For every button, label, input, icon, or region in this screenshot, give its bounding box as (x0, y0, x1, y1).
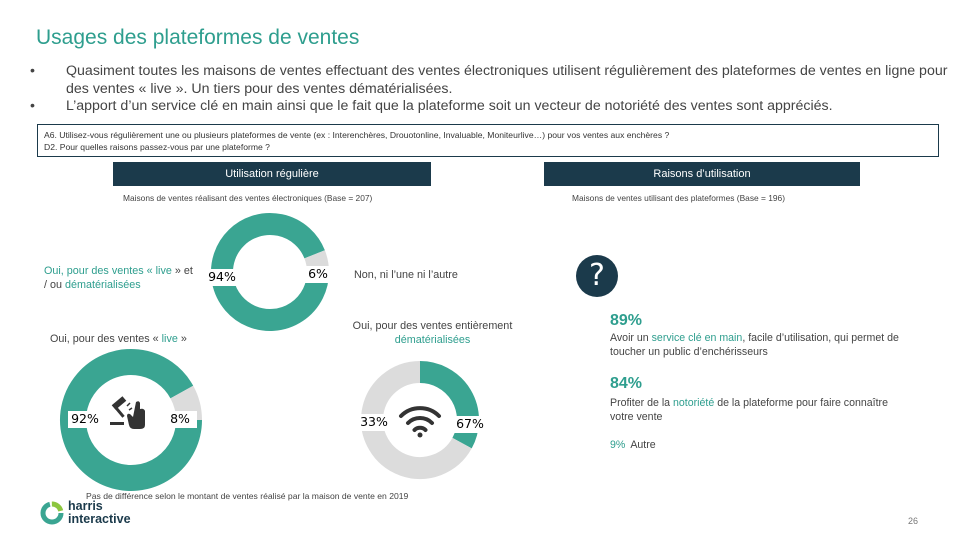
page-number: 26 (908, 516, 919, 526)
label-live: Oui, pour des ventes « live » (50, 333, 187, 345)
question-d2: D2. Pour quelles raisons passez-vous par une plateforme ? (44, 142, 270, 152)
page-title: Usages des plateformes de ventes (36, 26, 360, 49)
bullet-1: • Quasiment toutes les maisons de ventes effectuant des ventes électroniques utilisent régulièrement des plateformes de ventes en ligne pour des ventes « live ». Un tiers pour des ventes dématérialisées. (28, 63, 948, 98)
bullet-2: • L’apport d’un service clé en main ainsi que le fait que la plateforme soit un vecteur de notoriété des ventes sont appréciés. (28, 98, 948, 116)
header-reasons: Raisons d’utilisation (544, 162, 860, 186)
header-usage: Utilisation régulière (113, 162, 431, 186)
reason-3-text: Autre (630, 439, 656, 451)
donut-2-label-0: 33% (360, 414, 388, 429)
base-left: Maisons de ventes réalisant des ventes électroniques (Base = 207) (123, 193, 373, 203)
wifi-icon (401, 408, 439, 437)
donut-2-label-1: 67% (456, 416, 484, 431)
question-a6: A6. Utilisez-vous régulièrement une ou plusieurs plateformes de vente (ex : Interenchères, Drouotonline, Invaluable, Moniteurlive…) pour vos ventes aux enchères ? (44, 130, 670, 140)
label-none: Non, ni l’une ni l’autre (354, 269, 458, 281)
logo-text: harris interactive (68, 499, 131, 526)
label-demat: Oui, pour des ventes entièrement dématérialisées (352, 320, 513, 346)
donut-0-label-1: 6% (308, 266, 328, 281)
reason-3-pct: 9% (610, 439, 626, 451)
gavel-hand-icon (110, 396, 145, 429)
footnote: Pas de différence selon le montant de ventes réalisé par la maison de vente en 2019 (86, 491, 409, 501)
donut-1-label-0: 92% (71, 411, 99, 426)
reason-2-pct: 84% (610, 375, 643, 392)
base-right: Maisons de ventes utilisant des plateformes (Base = 196) (572, 193, 785, 203)
donut-1-label-1: 8% (170, 411, 190, 426)
reason-3 (610, 439, 656, 451)
question-mark-icon: ? (576, 255, 618, 297)
label-live-demat: Oui, pour des ventes « live » et / ou dématérialisées (44, 265, 193, 291)
reason-1-pct: 89% (610, 312, 643, 329)
reason-1-text: Avoir un service clé en main, facile d’utilisation, qui permet de toucher un public d’enchérisseurs (610, 332, 899, 358)
reason-2-text: Profiter de la notoriété de la plateforme pour faire connaître votre vente (610, 397, 888, 423)
donut-0-label-0: 94% (208, 269, 236, 284)
donut-0 (205, 224, 335, 320)
